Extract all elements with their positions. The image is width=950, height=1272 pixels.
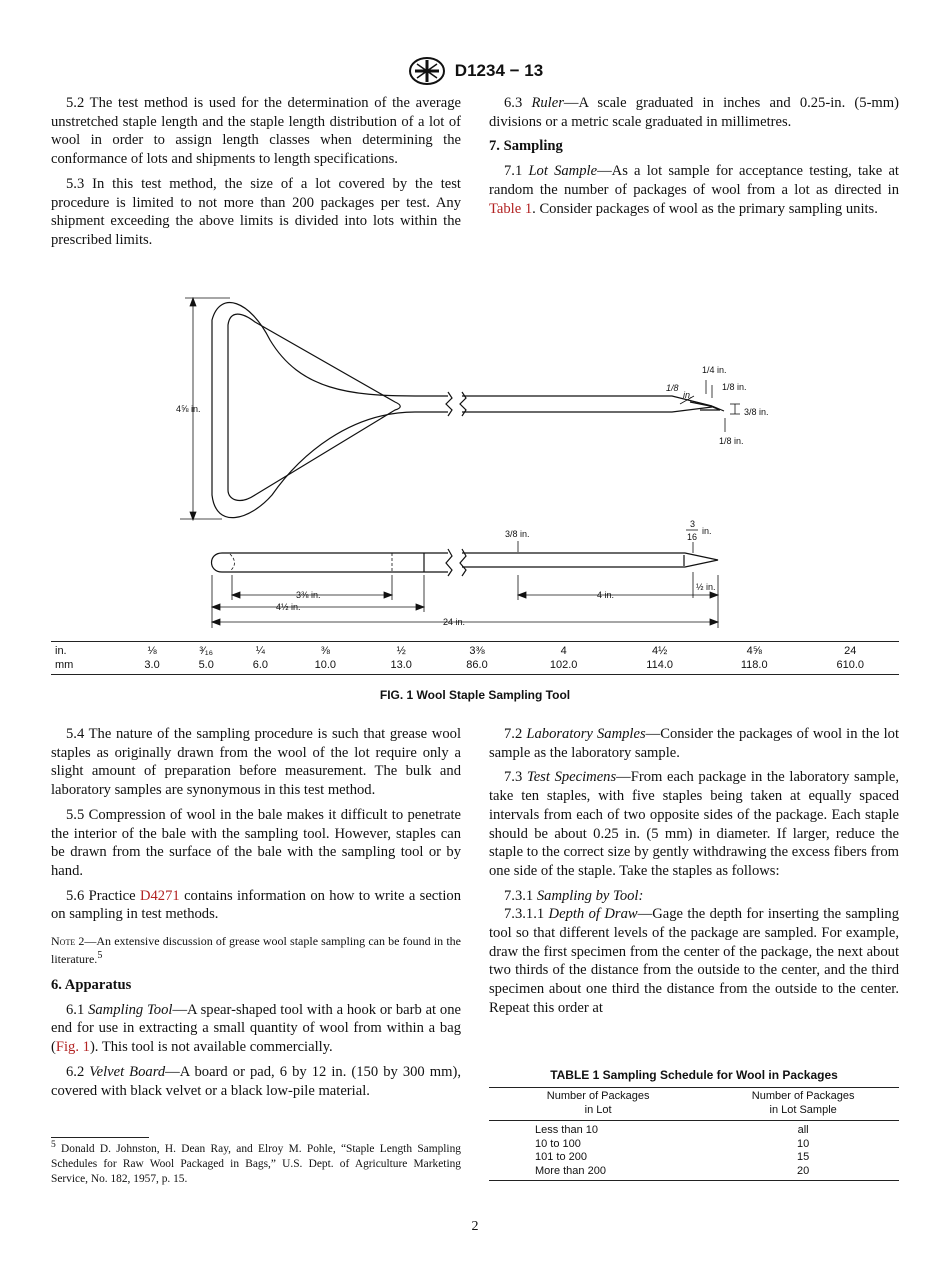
note-2: Note 2—An extensive discussion of grease wool staple sampling can be found in the literature.$^5$ [51,934,461,966]
paragraph-7-3: 7.3 Test Specimens—From each package in the laboratory sample, take ten staples, with five staples being taken at equally spaced intervals from each of two opposite sides of the package. Each staple should be about 0.25 in. (5 mm) in diameter. If larger, reduce the staple to the correct size by gently withdrawing the excess fibers from one side of the staple. Take the staples as follows: [489,769,900,879]
section-heading-6: 6. Apparatus [51,977,132,994]
section-heading-7: 7. Sampling [489,138,563,155]
dim-1-8-c: 1/8 in. [719,436,744,446]
dim-4: 4 in. [597,590,615,600]
right-column-top [489,94,899,224]
paragraph-5-5: 5.5 Compression of wool in the bale makes it difficult to penetrate the interior of the bale with the sampling tool. However, staples can be drawn from the surface of the bale with the sampling tool or by hand. [51,806,461,879]
paragraph-7-2: 7.2 Laboratory Samples—Consider the packages of wool in the lot sample as the laboratory sample. [489,726,900,761]
tool-handle-outer [212,303,415,518]
figure-caption: FIG. 1 Wool Staple Sampling Tool [379,688,571,702]
paragraph-6-2: 6.2 Velvet Board—A board or pad, 6 by 12 in. (150 by 300 mm), covered with black velvet or a black low-pile material. [51,1063,461,1099]
dim-4-5-8: 4⅝ in. [176,404,201,414]
paragraph-7-1: 7.1 Lot Sample—As a lot sample for acceptance testing, take at random the number of packages of wool from a lot as directed in Table 1. Consider packages of wool as the primary sampling units. [489,163,899,217]
fig-1-link[interactable]: Fig. 1 [55,1039,90,1056]
dim-3-3-8: 3⅜ in. [296,590,321,600]
table-1-title: TABLE 1 Sampling Schedule for Wool in Packages [550,1068,838,1082]
dim-3-16-num: 3 [690,519,696,529]
dim-3-8-side: 3/8 in. [505,529,530,539]
tool-side-view [212,553,449,572]
right-column-bottom [489,725,899,1024]
table-row: 101 to 200 15 [535,1151,810,1163]
footnote-5: $^5$ Donald D. Johnston, H. Dean Ray, and Elroy M. Pohle, “Staple Length Sampling Schedules for Raw Wool Packaged in Bags,” U.S. Dept. of Agriculture Marketing Service, No. 182, 1957, p. 15. [51,1140,461,1185]
dim-3-16-den: 16 [687,532,698,542]
paragraph-5-3: 5.3 In this test method, the size of a lot covered by the test procedure is limited to not more than 200 packages per test. Any shipment exceeding the above limits is divided into lots within the prescribed limits. [51,175,461,248]
document-designation: D1234 − 13 [454,61,544,80]
page-header [0,56,950,86]
wool-staple-sampling-tool-figure [0,285,950,630]
dim-1-8-a-unit: in. [683,390,693,400]
paragraph-6-1: 6.1 Sampling Tool—A spear-shaped tool with a hook or barb at one end for use in extracting a small quantity of wool from within a bag (Fig. 1). This tool is not available commercially. [51,1001,461,1056]
paragraph-6-3: 6.3 Ruler—A scale graduated in inches and 0.25-in. (5-mm) divisions or a metric scale graduated in millimetres. [489,95,899,130]
dim-1-8-a: 1/8 [666,383,679,393]
d4271-link[interactable]: D4271 [139,887,180,904]
dim-1-8-b: 1/8 in. [722,382,747,392]
sampling-schedule-table [489,1087,899,1181]
table-row: Less than 10 all [535,1124,809,1136]
left-column-bottom [51,725,461,1106]
dim-3-8-right: 3/8 in. [744,407,769,417]
table-1-link[interactable]: Table 1 [489,200,533,217]
paragraph-7-3-1: 7.3.1 Sampling by Tool: [504,887,644,904]
paragraph-5-2: 5.2 The test method is used for the determination of the average unstretched staple length and the staple length distribution of a lot of wool in order to assign length classes when determining the conformance of lots and shipments to length specifications. [51,95,461,168]
dim-1-4-in: 1/4 in. [702,365,727,375]
paragraph-7-3-1-1: 7.3.1.1 Depth of Draw—Gage the depth for inserting the sampling tool so that different levels of the package are sampled. For example, draw the first specimen from the center of the package, the next about two thirds of the distance from the outside to the center, and the third specimen about one third the distance from the outside to the center. Repeat this order at [489,906,900,1016]
paragraph-5-6: 5.6 Practice D4271 contains information on how to write a section on sampling in test methods. [51,887,461,923]
tool-handle-inner [228,314,400,500]
conversion-row-mm: mm 3.0 5.0 6.0 10.0 13.0 86.0 102.0 114.0 118.0 610.0 [51,658,899,675]
dim-4-1-2: 4½ in. [276,602,301,612]
left-column-top [51,94,461,256]
dim-3-16-unit: in. [702,526,712,536]
table-row: More than 200 20 [489,1165,899,1181]
paragraph-5-4: 5.4 The nature of the sampling procedure is such that grease wool staples as originally drawn from the wool of the lot require only a slight amount of preparation before measurement. The bulk and laboratory samples are synonymous in this test method. [51,726,461,799]
astm-logo-icon [407,56,447,86]
unit-conversion-table [51,641,899,675]
dim-1-2: ½ in. [696,582,716,592]
dim-24: 24 in. [443,617,466,627]
page-number: 2 [471,1219,479,1234]
conversion-row-in: in. ⅛ ³⁄₁₆ ¼ ⅜ ½ 3⅜ 4 4½ 4⅝ 24 [51,642,899,659]
table-row: 10 to 100 10 [535,1137,810,1150]
table-header-row: Number of Packages in Lot Number of Packages in Lot Sample [489,1088,899,1121]
